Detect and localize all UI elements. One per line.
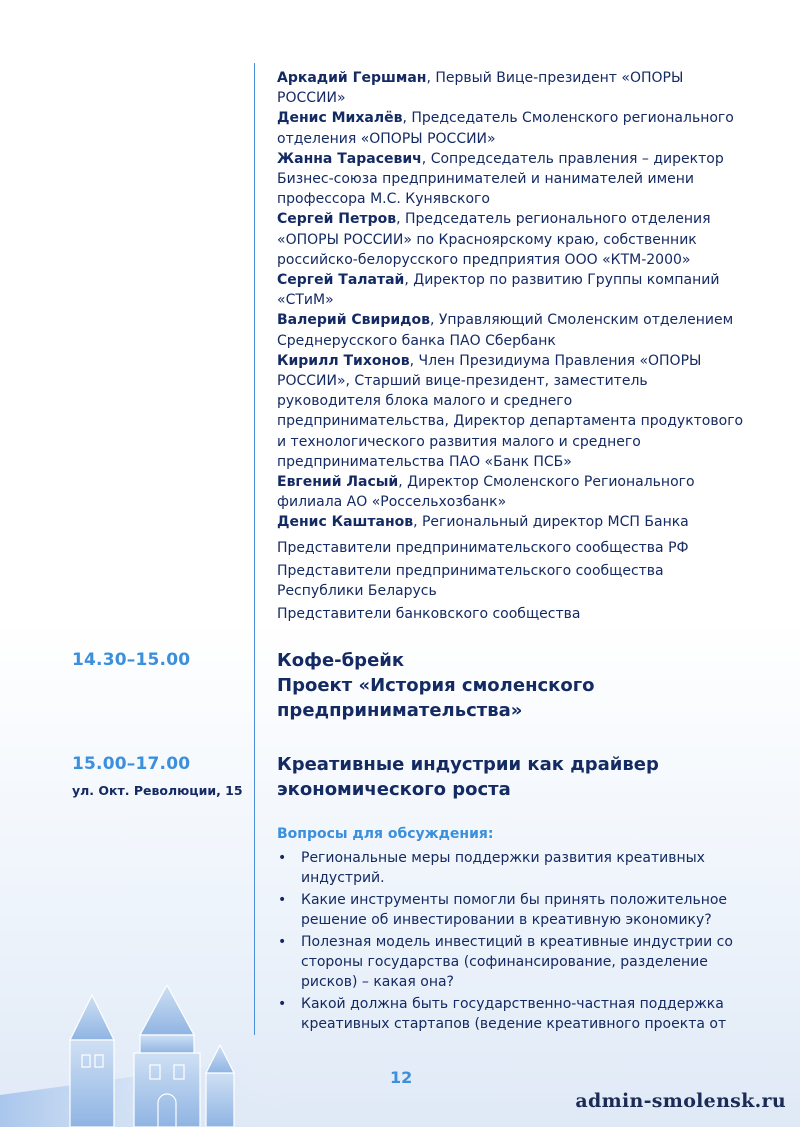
page-number: 12 [390, 1068, 413, 1087]
representatives-item: Представители банковского сообщества [277, 606, 581, 623]
participant-role: , Председатель Смоленского регионального отделения «ОПОРЫ РОССИИ» [277, 110, 734, 147]
participant-entry [277, 209, 747, 270]
bullet-icon: • [278, 892, 287, 908]
session-time: 14.30–15.00 [72, 650, 191, 670]
bullet-icon: • [278, 850, 287, 866]
participant-name: Денис Михалёв [277, 110, 403, 127]
participant-role: , Региональный директор МСП Банка [413, 514, 689, 531]
participant-entry [277, 108, 747, 148]
participant-role: , Член Президиума Правления «ОПОРЫ РОССИИ», Старший вице-президент, заместитель руководителя блока малого и среднего предпринимательства, Директор департамента продуктового и технологического развития малого и среднего предпринимательства ПАО «Банк ПСБ» [277, 352, 744, 470]
participant-name: Жанна Тарасевич [277, 150, 422, 167]
session-time: 15.00–17.00 [72, 754, 191, 774]
list-item [277, 994, 737, 1034]
participant-name: Сергей Петров [277, 211, 397, 228]
participant-entry [277, 310, 747, 350]
question-text: Полезная модель инвестиций в креативные индустрии со стороны государства (софинансирование, разделение рисков) – какая она? [301, 934, 733, 991]
participant-entry [277, 68, 747, 108]
question-text: Какие инструменты помогли бы принять положительное решение об инвестировании в креативную экономику? [301, 892, 728, 929]
participant-name: Кирилл Тихонов [277, 352, 410, 369]
participant-name: Валерий Свиридов [277, 312, 430, 329]
session-title: Креативные индустрии как драйвер экономического роста [277, 754, 659, 800]
participant-name: Аркадий Гершман [277, 70, 427, 86]
participant-role: , Директор по развитию Группы компаний «СТиМ» [277, 272, 720, 309]
list-item [277, 848, 737, 888]
participant-entry [277, 351, 747, 472]
participant-role: , Сопредседатель правления – директор Бизнес-союза предпринимателей и нанимателей имени профессора М.С. Кунявского [277, 150, 724, 208]
list-item [277, 932, 737, 993]
watermark: admin-smolensk.ru [575, 1090, 786, 1112]
bullet-icon: • [278, 934, 287, 950]
question-text: Какой должна быть государственно-частная поддержка креативных стартапов (ведение креативного проекта от [301, 996, 727, 1033]
participant-name: Сергей Талатай [277, 272, 405, 289]
participant-name: Денис Каштанов [277, 514, 414, 531]
session-title: Кофе-брейк Проект «История смоленского предпринимательства» [277, 650, 595, 721]
question-text: Региональные меры поддержки развития креативных индустрий. [301, 850, 705, 887]
participant-role: , Директор Смоленского Регионального филиала АО «Россельхозбанк» [277, 474, 695, 511]
session-venue: ул. Окт. Революции, 15 [72, 783, 243, 798]
participant-entry [277, 472, 747, 512]
list-item [277, 890, 737, 930]
kremlin-towers-illustration [0, 985, 290, 1127]
participant-entry [277, 149, 747, 210]
questions-heading: Вопросы для обсуждения: [277, 826, 494, 842]
bullet-icon: • [278, 996, 287, 1013]
participant-role: , Председатель регионального отделения «ОПОРЫ РОССИИ» по Красноярскому краю, собственник российско-белорусского предприятия ООО «КТМ-2000» [277, 211, 711, 268]
participant-role: , Первый Вице-президент «ОПОРЫ РОССИИ» [277, 70, 684, 107]
participant-name: Евгений Ласый [277, 474, 399, 491]
participant-role: , Управляющий Смоленским отделением Среднерусского банка ПАО Сбербанк [277, 312, 734, 349]
questions-list [277, 848, 737, 1036]
representatives-item: Представители предпринимательского сообщества РФ [277, 539, 689, 556]
participant-entry [277, 270, 747, 310]
representatives-item: Представители предпринимательского сообщества Республики Беларусь [277, 562, 664, 600]
vertical-divider [254, 63, 255, 1035]
participants-list [277, 68, 747, 624]
participant-entry [277, 512, 747, 532]
